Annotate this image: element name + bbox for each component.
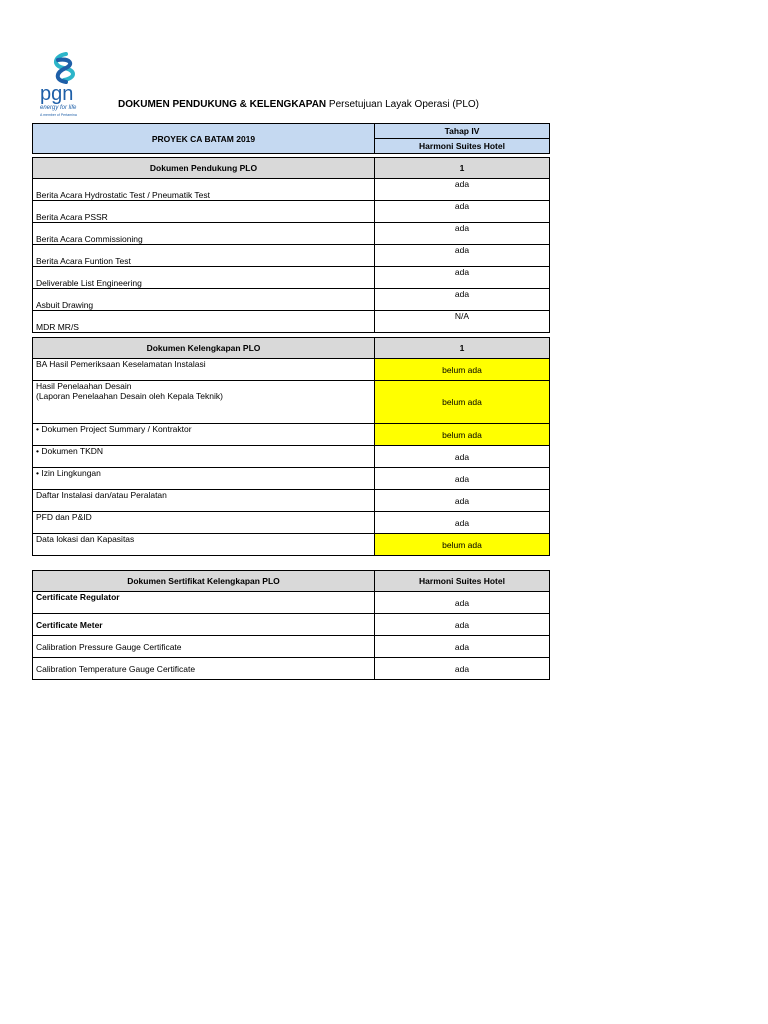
row-label: Daftar Instalasi dan/atau Peralatan <box>33 490 375 512</box>
table-row <box>33 592 550 614</box>
sertifikat-table <box>32 570 550 680</box>
kelengkapan-table <box>32 337 550 556</box>
row-label: BA Hasil Pemeriksaan Keselamatan Instalasi <box>33 359 375 381</box>
row-value: ada <box>375 614 550 636</box>
row-label: Calibration Temperature Gauge Certificate <box>33 658 375 680</box>
row-value: ada <box>375 223 550 245</box>
row-label: • Izin Lingkungan <box>33 468 375 490</box>
pgn-logo <box>36 50 96 120</box>
row-value: ada <box>375 289 550 311</box>
table-row <box>33 468 550 490</box>
pendukung-header-row <box>33 158 550 179</box>
sertifikat-header-row <box>33 571 550 592</box>
row-value: ada <box>375 512 550 534</box>
kelengkapan-col-header: 1 <box>375 338 550 359</box>
row-label: Asbuit Drawing <box>33 289 375 311</box>
table-row <box>33 359 550 381</box>
table-row <box>33 512 550 534</box>
row-label: Certificate Meter <box>33 614 375 636</box>
table-row <box>33 614 550 636</box>
pendukung-header: Dokumen Pendukung PLO <box>33 158 375 179</box>
table-row <box>33 490 550 512</box>
logo-subtagline: A member of Pertamina <box>40 113 77 117</box>
row-label: PFD dan P&ID <box>33 512 375 534</box>
table-row <box>33 179 550 201</box>
table-row <box>33 658 550 680</box>
row-label: • Dokumen TKDN <box>33 446 375 468</box>
logo-text: pgn <box>40 83 74 105</box>
document-title-bold: DOKUMEN PENDUKUNG & KELENGKAPAN <box>118 99 327 110</box>
row-label: • Dokumen Project Summary / Kontraktor <box>33 424 375 446</box>
row-value: ada <box>375 245 550 267</box>
row-label: Berita Acara Commissioning <box>33 223 375 245</box>
row-value: belum ada <box>375 534 550 556</box>
table-row <box>33 311 550 333</box>
row-label: Deliverable List Engineering <box>33 267 375 289</box>
document-title-rest: Persetujuan Layak Operasi (PLO) <box>326 99 480 110</box>
row-value: ada <box>375 267 550 289</box>
kelengkapan-header: Dokumen Kelengkapan PLO <box>33 338 375 359</box>
row-label: Berita Acara Funtion Test <box>33 245 375 267</box>
row-label-line1: Hasil Penelaahan Desain <box>36 381 132 391</box>
row-value: belum ada <box>375 381 550 424</box>
row-value: ada <box>375 592 550 614</box>
table-row <box>33 636 550 658</box>
project-header-table <box>32 123 550 154</box>
row-label <box>33 381 375 424</box>
sertifikat-header: Dokumen Sertifikat Kelengkapan PLO <box>33 571 375 592</box>
logo-tagline: energy for life <box>40 105 77 111</box>
project-name: PROYEK CA BATAM 2019 <box>33 124 375 154</box>
row-label: Berita Acara Hydrostatic Test / Pneumatik Test <box>33 179 375 201</box>
row-label: Calibration Pressure Gauge Certificate <box>33 636 375 658</box>
table-row <box>33 223 550 245</box>
row-value: ada <box>375 658 550 680</box>
table-row <box>33 201 550 223</box>
table-row <box>33 267 550 289</box>
table-row <box>33 289 550 311</box>
row-value: ada <box>375 468 550 490</box>
row-label-line2: (Laporan Penelaahan Desain oleh Kepala Teknik) <box>36 391 223 401</box>
row-value: ada <box>375 636 550 658</box>
kelengkapan-header-row <box>33 338 550 359</box>
document-title <box>118 99 479 110</box>
row-label: Certificate Regulator <box>33 592 375 614</box>
row-value: ada <box>375 179 550 201</box>
table-row <box>33 534 550 556</box>
row-value: ada <box>375 446 550 468</box>
row-value: belum ada <box>375 359 550 381</box>
project-tahap: Tahap IV <box>375 124 550 139</box>
table-row <box>33 446 550 468</box>
project-location: Harmoni Suites Hotel <box>375 139 550 154</box>
pendukung-col-header: 1 <box>375 158 550 179</box>
row-label: Data lokasi dan Kapasitas <box>33 534 375 556</box>
pendukung-table <box>32 157 550 333</box>
table-row <box>33 245 550 267</box>
pgn-logo-icon <box>36 50 96 120</box>
row-label: Berita Acara PSSR <box>33 201 375 223</box>
row-label: MDR MR/S <box>33 311 375 333</box>
row-value: ada <box>375 201 550 223</box>
table-row <box>33 424 550 446</box>
table-row <box>33 381 550 424</box>
row-value: ada <box>375 490 550 512</box>
row-value: belum ada <box>375 424 550 446</box>
row-value: N/A <box>375 311 550 333</box>
sertifikat-col-header: Harmoni Suites Hotel <box>375 571 550 592</box>
